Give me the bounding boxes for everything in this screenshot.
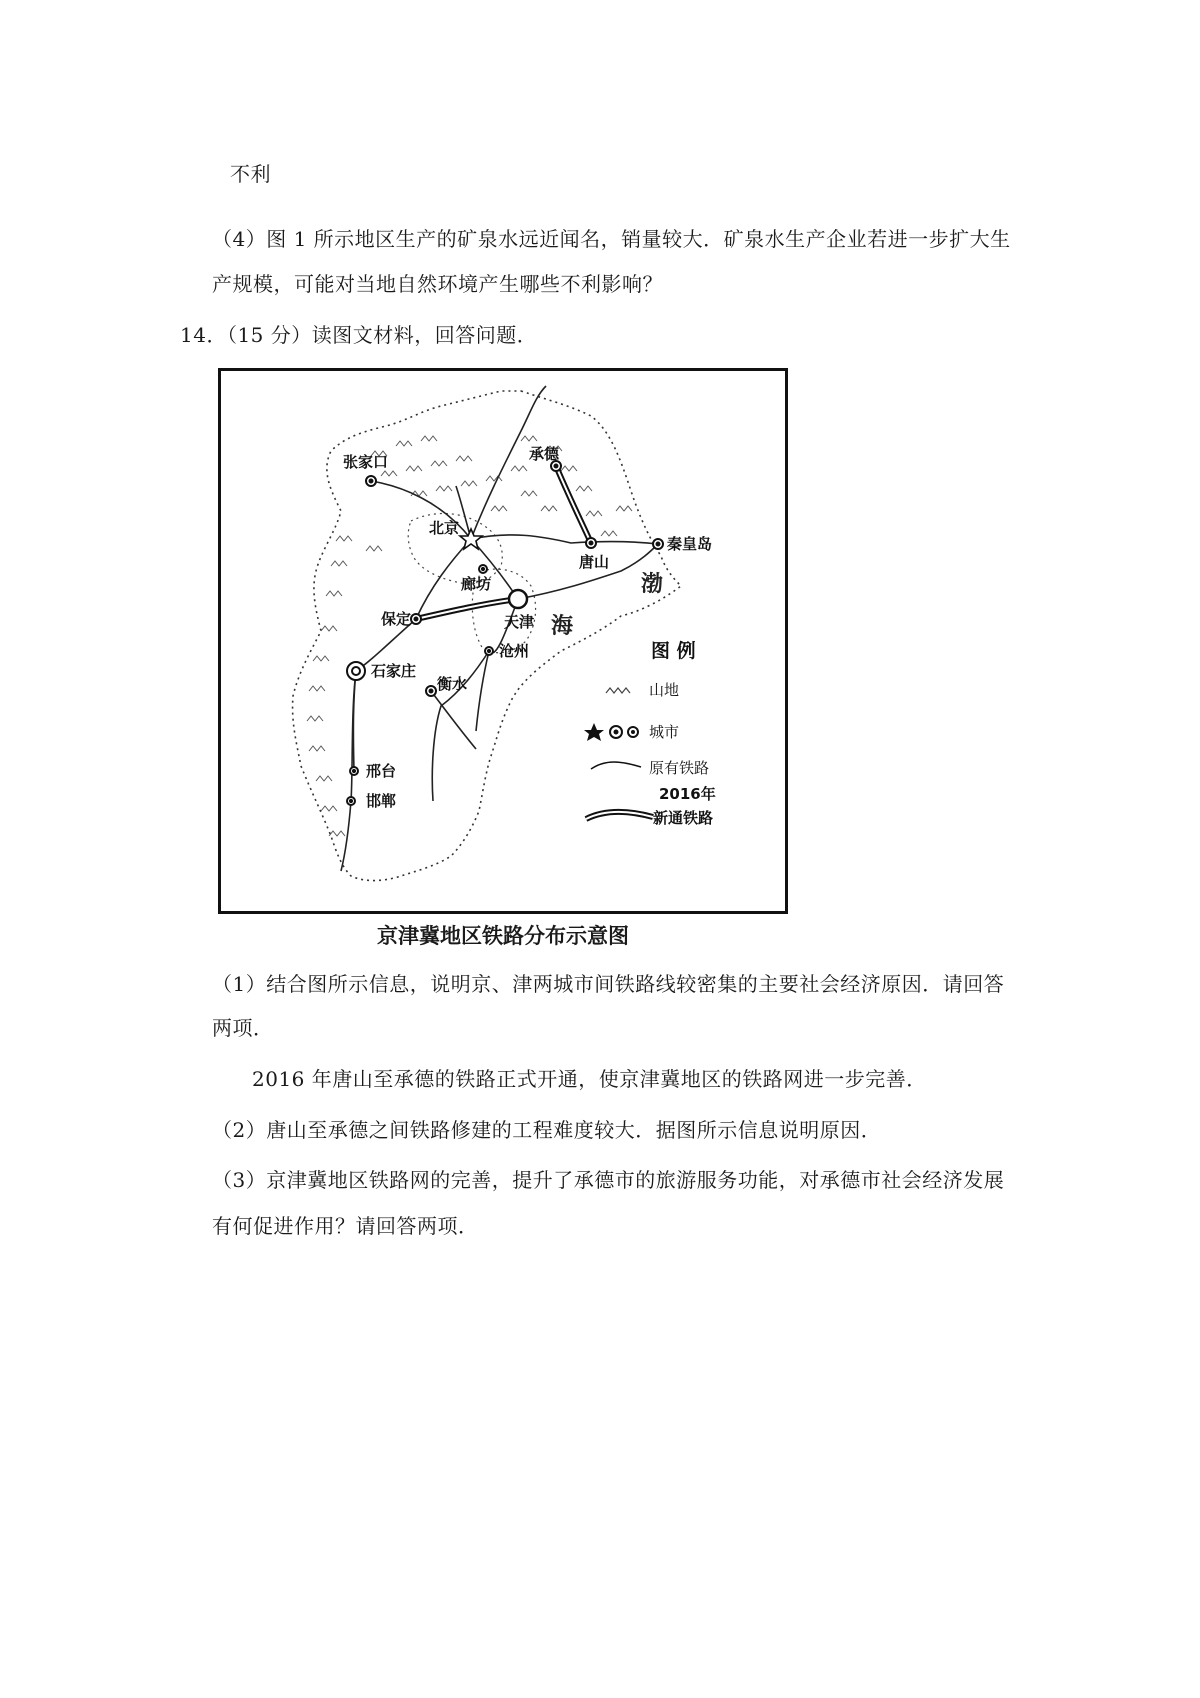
- q14-part2: （2）唐山至承德之间铁路修建的工程难度较大．据图所示信息说明原因．: [212, 1118, 882, 1142]
- q13-tail-text: 不利: [230, 162, 271, 186]
- sea-label-bo: 渤: [641, 572, 664, 597]
- q14-part1-line2: 两项．: [212, 1016, 274, 1040]
- q14-material: 2016 年唐山至承德的铁路正式开通，使京津冀地区的铁路网进一步完善．: [252, 1067, 927, 1091]
- legend-new-railway-year: 2016年: [659, 785, 716, 803]
- label-beijing: 北京: [429, 519, 460, 537]
- legend-mountain-label: 山地: [649, 681, 680, 699]
- label-hengshui: 衡水: [437, 675, 468, 693]
- legend-new-railway-label: 新通铁路: [653, 809, 714, 827]
- label-tianjin: 天津: [504, 613, 535, 631]
- q14-part3-line2: 有何促进作用？请回答两项．: [212, 1214, 479, 1238]
- label-qinhuangdao: 秦皇岛: [667, 535, 713, 553]
- q14-part1-line1: （1）结合图所示信息，说明京、津两城市间铁路线较密集的主要社会经济原因．请回答: [212, 972, 1005, 996]
- label-langfang: 廊坊: [461, 575, 492, 593]
- map-title: 京津冀地区铁路分布示意图: [377, 924, 629, 948]
- q14-header: 14．（15 分）读图文材料，回答问题．: [180, 323, 538, 347]
- beijing-star-icon: [460, 529, 482, 549]
- legend-old-railway-icon: [591, 762, 641, 769]
- label-tangshan: 唐山: [579, 553, 610, 571]
- label-cangzhou: 沧州: [499, 642, 530, 660]
- label-zhangjiakou: 张家口: [343, 453, 389, 471]
- label-baoding: 保定: [381, 610, 412, 628]
- q13-part4-line2: 产规模，可能对当地自然环境产生哪些不利影响？: [212, 272, 663, 296]
- legend-city-label: 城市: [649, 723, 680, 741]
- sea-label-hai: 海: [551, 614, 574, 639]
- railway-map-svg: [221, 371, 785, 911]
- legend-old-railway-label: 原有铁路: [649, 759, 710, 777]
- label-chengde: 承德: [529, 445, 560, 463]
- q13-part4-line1: （4）图 1 所示地区生产的矿泉水远近闻名，销量较大．矿泉水生产企业若进一步扩大生: [212, 227, 1011, 251]
- label-handan: 邯郸: [366, 792, 397, 810]
- label-xingtai: 邢台: [366, 762, 397, 780]
- q14-part3-line1: （3）京津冀地区铁路网的完善，提升了承德市的旅游服务功能，对承德市社会经济发展: [212, 1168, 1005, 1192]
- legend-mountain-icon: [606, 688, 630, 693]
- legend-title: 图 例: [651, 640, 696, 662]
- railway-map: [218, 368, 788, 914]
- legend-star-icon: [584, 723, 604, 741]
- label-shijiazhuang: 石家庄: [371, 662, 417, 680]
- map-legend: [584, 639, 716, 827]
- mountain-hatching: [307, 436, 632, 836]
